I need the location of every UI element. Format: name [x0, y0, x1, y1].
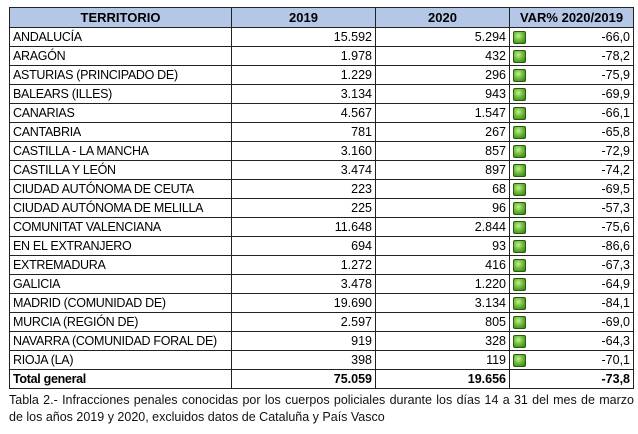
variation-cell-text: -72,9: [601, 144, 630, 158]
value-2020-cell-text: 96: [492, 201, 506, 215]
value-2020-cell-text: 5.294: [474, 30, 506, 44]
territory-cell: [10, 123, 232, 142]
green-status-icon: [513, 107, 526, 120]
variation-cell-text: -70,1: [601, 353, 630, 367]
variation-cell: [510, 199, 634, 218]
value-2019-cell: [232, 161, 376, 180]
territory-cell: [10, 104, 232, 123]
header-territorio: TERRITORIO: [10, 8, 232, 28]
green-status-icon: [513, 221, 526, 234]
green-status-icon: [513, 278, 526, 291]
value-2019-cell: [232, 66, 376, 85]
territory-cell-text: COMUNITAT VALENCIANA: [13, 220, 161, 234]
value-2020-cell-text: 296: [485, 68, 506, 82]
variation-cell-text: -69,9: [601, 87, 630, 101]
territory-cell-text: NAVARRA (COMUNIDAD FORAL DE): [13, 334, 217, 348]
green-status-icon: [513, 240, 526, 253]
territory-cell: [10, 351, 232, 370]
value-2020-cell-text: 897: [485, 163, 506, 177]
variation-cell: [510, 28, 634, 47]
variation-cell-text: -75,6: [601, 220, 630, 234]
value-2020-cell: [376, 313, 510, 332]
variation-cell: [510, 332, 634, 351]
table-row: [10, 313, 634, 332]
value-2019-cell: [232, 47, 376, 66]
variation-cell-text: -78,2: [601, 49, 630, 63]
variation-cell-text: -57,3: [601, 201, 630, 215]
value-2019-cell-text: 19.690: [333, 296, 372, 310]
territory-cell-text: CANARIAS: [13, 106, 75, 120]
header-variation: VAR% 2020/2019: [510, 8, 634, 28]
table-row: [10, 275, 634, 294]
value-2020-cell: [376, 142, 510, 161]
variation-cell: [510, 104, 634, 123]
territory-cell-text: EN EL EXTRANJERO: [13, 239, 132, 253]
value-2019-cell-text: 223: [351, 182, 372, 196]
green-status-icon: [513, 164, 526, 177]
value-2019-cell-text: 3.478: [340, 277, 372, 291]
territory-cell: [10, 256, 232, 275]
value-2020-cell: [376, 218, 510, 237]
territory-cell-text: CANTABRIA: [13, 125, 81, 139]
table-row: [10, 142, 634, 161]
value-2019-cell: [232, 123, 376, 142]
green-status-icon: [513, 259, 526, 272]
value-2020-cell: [376, 28, 510, 47]
value-2020-cell: [376, 104, 510, 123]
value-2020-cell-text: 267: [485, 125, 506, 139]
variation-cell: [510, 294, 634, 313]
variation-cell-text: -69,0: [601, 315, 630, 329]
value-2019-cell: [232, 256, 376, 275]
value-2019-cell-text: 3.160: [340, 144, 372, 158]
infractions-table: [9, 7, 634, 389]
value-2020-cell: [376, 351, 510, 370]
green-status-icon: [513, 88, 526, 101]
value-2020-cell-text: 857: [485, 144, 506, 158]
table-row: [10, 351, 634, 370]
value-2019-cell-text: 4.567: [340, 106, 372, 120]
value-2019-cell: [232, 28, 376, 47]
value-2020-cell: [376, 66, 510, 85]
value-2019-cell-text: 1.272: [340, 258, 372, 272]
variation-cell-text: -86,6: [601, 239, 630, 253]
table-row: [10, 180, 634, 199]
variation-cell: [510, 47, 634, 66]
table-row: [10, 294, 634, 313]
table-row: [10, 218, 634, 237]
value-2020-cell: [376, 332, 510, 351]
value-2019-cell: [232, 85, 376, 104]
value-2019-cell: [232, 237, 376, 256]
table-row: [10, 85, 634, 104]
table-row: [10, 199, 634, 218]
variation-cell: [510, 142, 634, 161]
table-row: [10, 47, 634, 66]
value-2019-cell-text: 15.592: [333, 30, 372, 44]
table-row: [10, 161, 634, 180]
value-2019-cell-text: 225: [351, 201, 372, 215]
value-2020-cell-text: 68: [492, 182, 506, 196]
territory-cell-text: BALEARS (ILLES): [13, 87, 113, 101]
value-2020-cell: [376, 123, 510, 142]
value-2019-cell-text: 75.059: [333, 372, 372, 386]
variation-cell-text: -75,9: [601, 68, 630, 82]
territory-cell: [10, 237, 232, 256]
value-2019-cell-text: 398: [351, 353, 372, 367]
territory-cell-text: ANDALUCÍA: [13, 30, 82, 44]
variation-cell: [510, 275, 634, 294]
territory-cell: [10, 85, 232, 104]
value-2020-cell-text: 328: [485, 334, 506, 348]
value-2019-cell-text: 919: [351, 334, 372, 348]
value-2019-cell: [232, 218, 376, 237]
value-2019-cell: [232, 313, 376, 332]
variation-cell-text: -64,9: [601, 277, 630, 291]
value-2019-cell: [232, 275, 376, 294]
value-2020-cell-text: 19.656: [467, 372, 506, 386]
value-2020-cell: [376, 161, 510, 180]
value-2020-cell: [376, 370, 510, 389]
variation-cell: [510, 66, 634, 85]
green-status-icon: [513, 69, 526, 82]
value-2019-cell: [232, 199, 376, 218]
variation-cell: [510, 237, 634, 256]
green-status-icon: [513, 316, 526, 329]
variation-cell: [510, 180, 634, 199]
value-2020-cell: [376, 47, 510, 66]
value-2019-cell: [232, 104, 376, 123]
territory-cell: [10, 28, 232, 47]
value-2019-cell: [232, 351, 376, 370]
value-2020-cell: [376, 294, 510, 313]
territory-cell-text: CIUDAD AUTÓNOMA DE MELILLA: [13, 201, 204, 215]
variation-cell: [510, 313, 634, 332]
green-status-icon: [513, 50, 526, 63]
variation-cell-text: -67,3: [601, 258, 630, 272]
territory-cell-text: RIOJA (LA): [13, 353, 74, 367]
variation-cell: [510, 256, 634, 275]
variation-cell-text: -73,8: [601, 372, 630, 386]
value-2020-cell: [376, 237, 510, 256]
green-status-icon: [513, 297, 526, 310]
territory-cell: [10, 66, 232, 85]
territory-cell-text: Total general: [13, 372, 86, 386]
table-row: [10, 256, 634, 275]
table-body: [10, 28, 634, 389]
table-caption: Tabla 2.- Infracciones penales conocidas por los cuerpos policiales durante los días 14 a 31 del mes de marzo de los años 2019 y 2020, excluidos datos de Cataluña y País Vasco: [9, 393, 634, 424]
territory-cell: [10, 218, 232, 237]
value-2019-cell-text: 3.134: [340, 87, 372, 101]
territory-cell-text: MURCIA (REGIÓN DE): [13, 315, 139, 329]
value-2019-cell: [232, 180, 376, 199]
green-status-icon: [513, 335, 526, 348]
variation-cell-text: -74,2: [601, 163, 630, 177]
territory-cell: [10, 313, 232, 332]
value-2019-cell-text: 1.229: [340, 68, 372, 82]
table-row: [10, 237, 634, 256]
variation-cell: [510, 370, 634, 389]
value-2019-cell: [232, 142, 376, 161]
territory-cell-text: MADRID (COMUNIDAD DE): [13, 296, 166, 310]
territory-cell: [10, 142, 232, 161]
value-2020-cell-text: 3.134: [474, 296, 506, 310]
value-2019-cell-text: 2.597: [340, 315, 372, 329]
value-2019-cell-text: 1.978: [340, 49, 372, 63]
value-2020-cell-text: 119: [486, 353, 506, 367]
value-2020-cell-text: 1.547: [474, 106, 506, 120]
territory-cell: [10, 199, 232, 218]
value-2020-cell: [376, 275, 510, 294]
header-2019: 2019: [232, 8, 376, 28]
territory-cell-text: EXTREMADURA: [13, 258, 106, 272]
territory-cell: [10, 47, 232, 66]
table-row: [10, 123, 634, 142]
variation-cell-text: -65,8: [601, 125, 630, 139]
value-2019-cell: [232, 294, 376, 313]
territory-cell: [10, 161, 232, 180]
value-2020-cell: [376, 85, 510, 104]
value-2020-cell-text: 1.220: [474, 277, 506, 291]
territory-cell: [10, 275, 232, 294]
value-2020-cell-text: 805: [485, 315, 506, 329]
value-2020-cell-text: 943: [485, 87, 506, 101]
territory-cell: [10, 332, 232, 351]
total-row: [10, 370, 634, 389]
header-2020: 2020: [376, 8, 510, 28]
variation-cell-text: -66,1: [601, 106, 630, 120]
value-2020-cell-text: 93: [492, 239, 506, 253]
territory-cell-text: ASTURIAS (PRINCIPADO DE): [13, 68, 178, 82]
territory-cell-text: ARAGÓN: [13, 49, 66, 63]
green-status-icon: [513, 354, 526, 367]
table-row: [10, 66, 634, 85]
table-header-row: [10, 8, 634, 28]
territory-cell: [10, 180, 232, 199]
green-status-icon: [513, 126, 526, 139]
variation-cell: [510, 218, 634, 237]
value-2020-cell-text: 2.844: [474, 220, 506, 234]
table-row: [10, 28, 634, 47]
value-2019-cell-text: 781: [351, 125, 372, 139]
value-2019-cell-text: 3.474: [340, 163, 372, 177]
value-2019-cell: [232, 370, 376, 389]
territory-cell: [10, 294, 232, 313]
variation-cell-text: -84,1: [601, 296, 630, 310]
variation-cell-text: -69,5: [601, 182, 630, 196]
variation-cell: [510, 85, 634, 104]
variation-cell-text: -64,3: [601, 334, 630, 348]
table-row: [10, 332, 634, 351]
territory-cell-text: GALICIA: [13, 277, 61, 291]
value-2019-cell-text: 11.648: [334, 220, 372, 234]
variation-cell: [510, 161, 634, 180]
variation-cell-text: -66,0: [601, 30, 630, 44]
variation-cell: [510, 351, 634, 370]
value-2020-cell: [376, 199, 510, 218]
green-status-icon: [513, 202, 526, 215]
value-2020-cell: [376, 256, 510, 275]
value-2020-cell-text: 432: [485, 49, 506, 63]
territory-cell-text: CIUDAD AUTÓNOMA DE CEUTA: [13, 182, 194, 196]
territory-cell-text: CASTILLA Y LEÓN: [13, 163, 116, 177]
territory-cell: [10, 370, 232, 389]
table-figure: [9, 7, 634, 426]
green-status-icon: [513, 145, 526, 158]
value-2020-cell-text: 416: [485, 258, 506, 272]
territory-cell-text: CASTILLA - LA MANCHA: [13, 144, 149, 158]
green-status-icon: [513, 31, 526, 44]
table-row: [10, 104, 634, 123]
value-2019-cell-text: 694: [351, 239, 372, 253]
variation-cell: [510, 123, 634, 142]
value-2019-cell: [232, 332, 376, 351]
value-2020-cell: [376, 180, 510, 199]
green-status-icon: [513, 183, 526, 196]
